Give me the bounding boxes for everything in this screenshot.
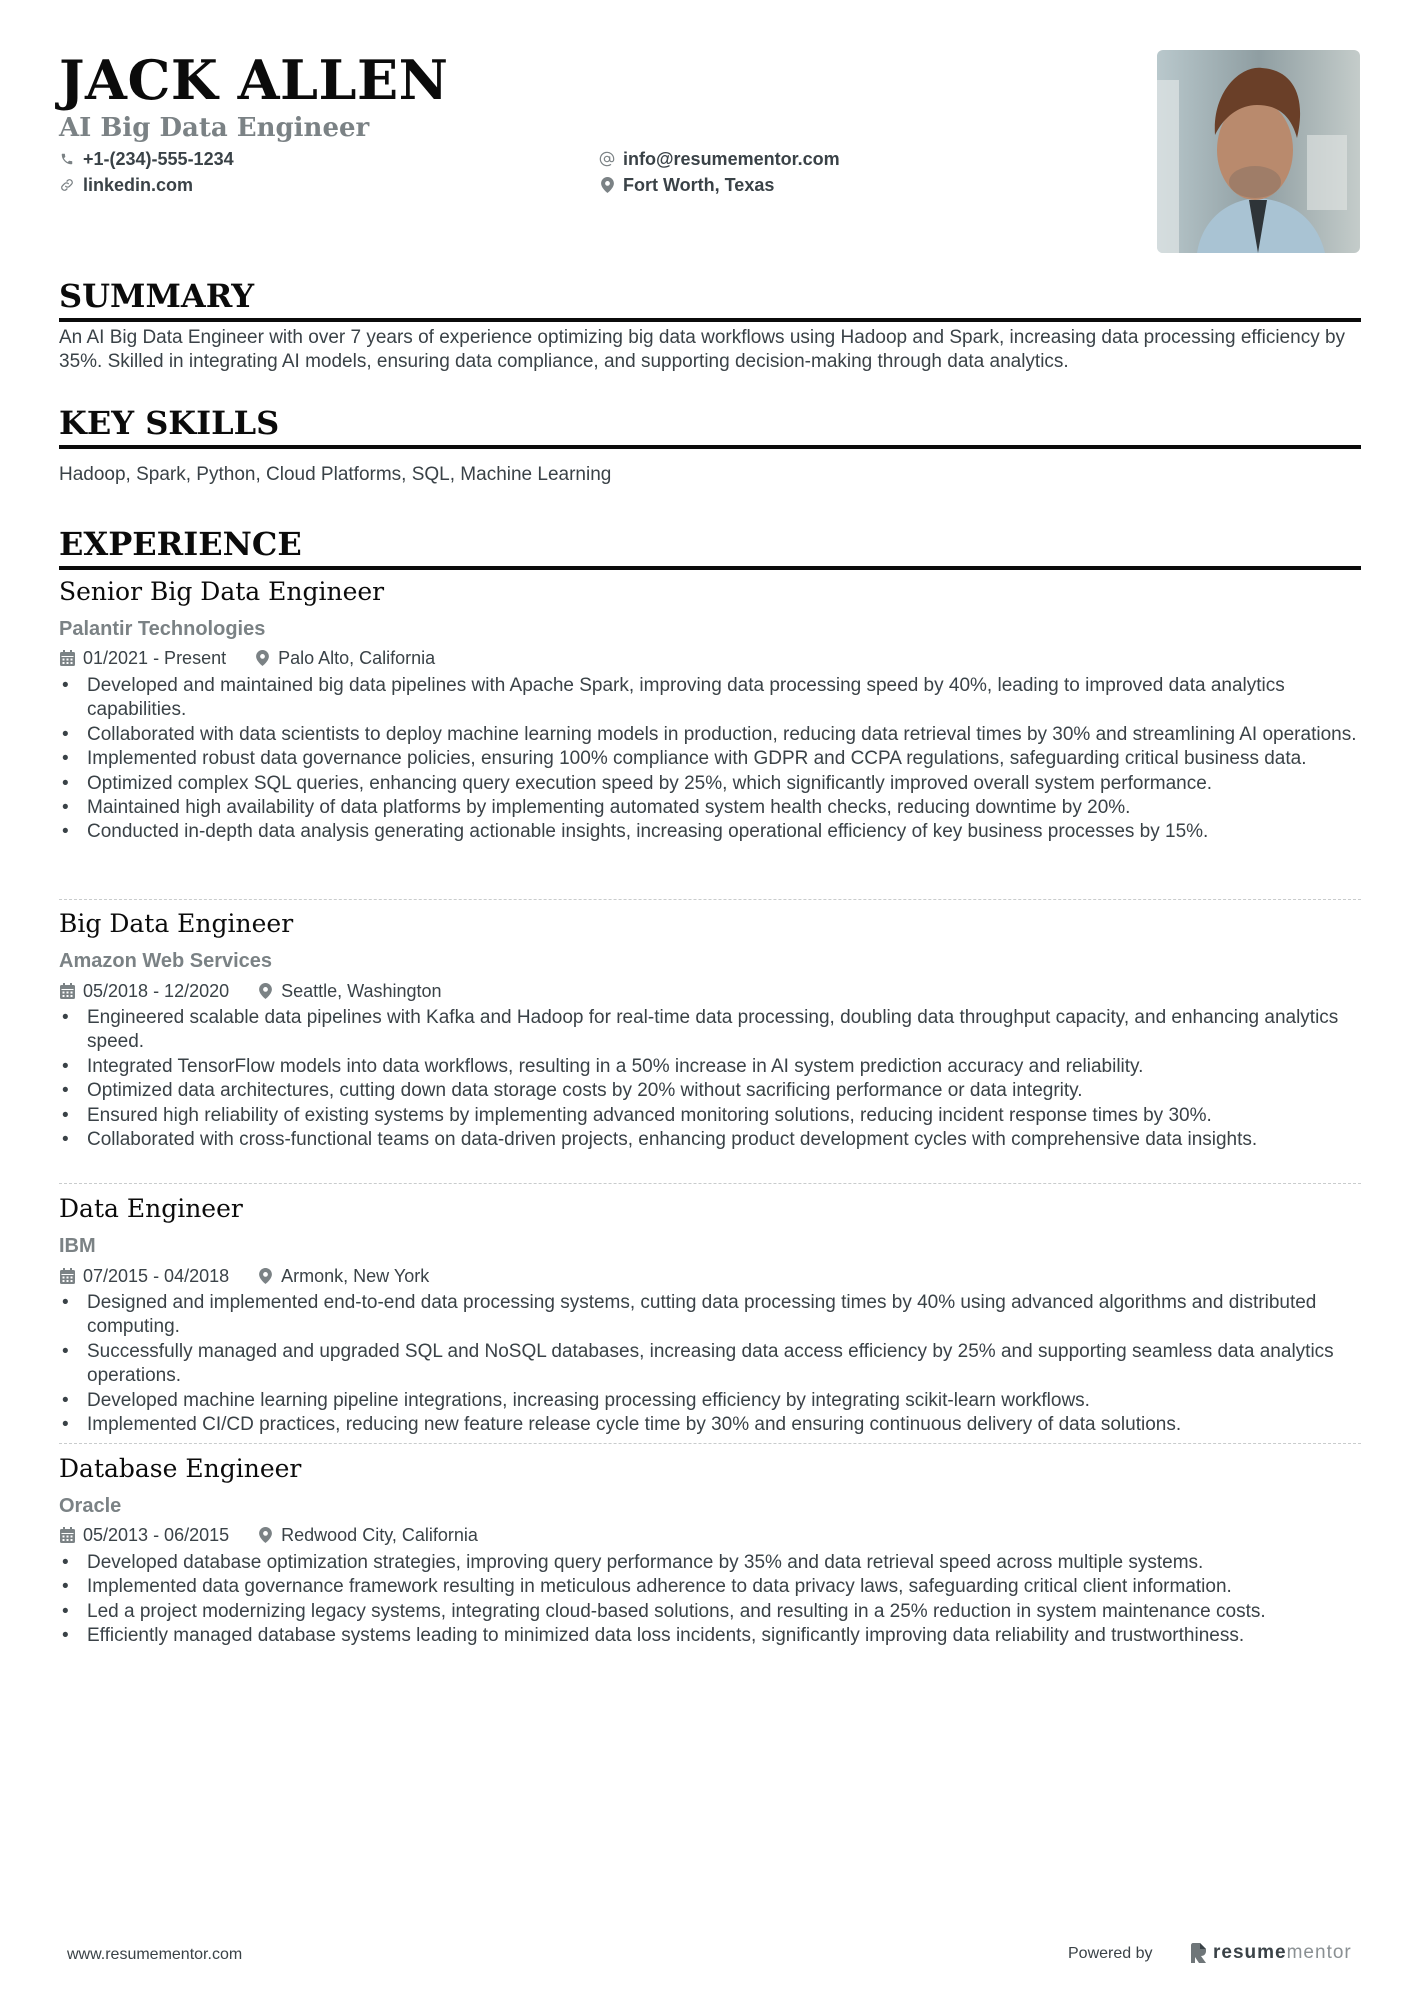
job-location	[257, 1523, 478, 1547]
calendar-icon	[59, 1268, 75, 1284]
map-pin-icon	[254, 650, 270, 666]
bullet-item: • Designed and implemented end-to-end data processing systems, cutting data processing times by 40% using advanced algorithms and distributed computing.	[59, 1291, 1361, 1340]
job-location-text: Armonk, New York	[281, 1266, 430, 1286]
logo-wordmark	[1213, 1942, 1352, 1964]
bullet-item: • Successfully managed and upgraded SQL and NoSQL databases, increasing data access efficiency by 25% and supporting seamless data analytics operations.	[59, 1340, 1361, 1389]
job-dates: 07/2015 - 04/2018	[83, 1266, 230, 1286]
logo-word-mentor: mentor	[1286, 1942, 1352, 1963]
location-text: Fort Worth, Texas	[623, 175, 775, 195]
job-location-text: Redwood City, California	[281, 1525, 478, 1545]
job-meta	[59, 979, 442, 1003]
phone-icon	[59, 151, 75, 167]
bullet-item: • Integrated TensorFlow models into data workflows, resulting in a 50% increase in AI system prediction accuracy and reliability.	[59, 1055, 1361, 1079]
job-title: Big Data Engineer	[59, 909, 294, 938]
phone-text[interactable]: +1-(234)-555-1234	[83, 149, 234, 169]
email-link[interactable]: info@resumementor.com	[623, 149, 840, 169]
bullet-item: • Developed database optimization strategies, improving query performance by 35% and data retrieval speed across multiple systems.	[59, 1551, 1361, 1575]
contact-linkedin	[59, 173, 193, 197]
job-divider	[59, 1443, 1361, 1444]
job-bullets	[59, 1291, 1361, 1437]
candidate-title: AI Big Data Engineer	[59, 113, 370, 143]
company-name: Amazon Web Services	[59, 950, 273, 972]
job-location-text: Seattle, Washington	[281, 981, 442, 1001]
job-location	[254, 646, 435, 670]
bullet-item: • Conducted in-depth data analysis generating actionable insights, increasing operational efficiency of key business processes by 15%.	[59, 820, 1361, 844]
company-name: Palantir Technologies	[59, 618, 266, 640]
company-name: IBM	[59, 1235, 96, 1257]
resumementor-logo[interactable]	[1191, 1938, 1352, 1968]
calendar-icon	[59, 983, 75, 999]
job-bullets	[59, 1006, 1361, 1152]
map-pin-icon	[257, 983, 273, 999]
calendar-icon	[59, 1527, 75, 1543]
job-meta	[59, 1264, 429, 1288]
bullet-item: • Collaborated with data scientists to deploy machine learning models in production, reducing data retrieval times by 30% and streamlining AI operations.	[59, 723, 1361, 747]
at-icon	[599, 151, 615, 167]
job-title: Database Engineer	[59, 1454, 302, 1483]
key-skills-text: Hadoop, Spark, Python, Cloud Platforms, SQL, Machine Learning	[59, 464, 612, 485]
bullet-item: • Developed and maintained big data pipelines with Apache Spark, improving data processing speed by 40%, leading to improved data analytics capabilities.	[59, 674, 1361, 723]
bullet-item: • Implemented robust data governance policies, ensuring 100% compliance with GDPR and CCPA regulations, safeguarding critical business data.	[59, 747, 1361, 771]
job-bullets	[59, 1551, 1361, 1649]
bullet-item: • Collaborated with cross-functional teams on data-driven projects, enhancing product development cycles with comprehensive data insights.	[59, 1128, 1361, 1152]
summary-heading: SUMMARY	[59, 276, 1361, 322]
candidate-name: JACK ALLEN	[59, 48, 449, 112]
job-divider	[59, 899, 1361, 900]
footer-url[interactable]: www.resumementor.com	[67, 1946, 243, 1963]
company-name: Oracle	[59, 1495, 122, 1517]
job-meta	[59, 1523, 478, 1547]
job-dates: 05/2018 - 12/2020	[83, 981, 230, 1001]
job-dates: 05/2013 - 06/2015	[83, 1525, 230, 1545]
bullet-item: • Efficiently managed database systems leading to minimized data loss incidents, significantly improving data reliability and trustworthiness.	[59, 1624, 1361, 1648]
bullet-item: • Optimized complex SQL queries, enhancing query execution speed by 25%, which significantly improved overall system performance.	[59, 772, 1361, 796]
job-dates: 01/2021 - Present	[83, 648, 227, 668]
linkedin-link[interactable]: linkedin.com	[83, 175, 194, 195]
job-bullets	[59, 674, 1361, 845]
bullet-item: • Engineered scalable data pipelines with Kafka and Hadoop for real-time data processing, doubling data throughput capacity, and enhancing analytics speed.	[59, 1006, 1361, 1055]
key-skills-heading: KEY SKILLS	[59, 403, 1361, 449]
resume-page	[59, 0, 1361, 1995]
bullet-item: • Implemented CI/CD practices, reducing new feature release cycle time by 30% and ensuring continuous delivery of data solutions.	[59, 1413, 1361, 1437]
job-title: Senior Big Data Engineer	[59, 577, 385, 606]
map-pin-icon	[257, 1268, 273, 1284]
calendar-icon	[59, 650, 75, 666]
job-divider	[59, 1183, 1361, 1184]
job-meta	[59, 646, 435, 670]
job-location	[257, 979, 441, 1003]
contact-phone	[59, 147, 234, 171]
bullet-item: • Developed machine learning pipeline integrations, increasing processing efficiency by integrating scikit-learn workflows.	[59, 1389, 1361, 1413]
contact-location	[599, 173, 774, 197]
map-pin-icon	[257, 1527, 273, 1543]
bullet-item: • Ensured high reliability of existing systems by implementing advanced monitoring solutions, reducing incident response times by 30%.	[59, 1104, 1361, 1128]
profile-photo	[1157, 50, 1360, 253]
bullet-item: • Maintained high availability of data platforms by implementing automated system health checks, reducing downtime by 20%.	[59, 796, 1361, 820]
experience-heading: EXPERIENCE	[59, 524, 1361, 570]
bullet-item: • Implemented data governance framework resulting in meticulous adherence to data privacy laws, safeguarding critical client information.	[59, 1575, 1361, 1599]
job-location	[257, 1264, 429, 1288]
logo-mark-icon	[1191, 1943, 1207, 1963]
map-pin-icon	[599, 177, 615, 193]
contact-email	[599, 147, 840, 171]
logo-word-resume: resume	[1213, 1942, 1287, 1963]
bullet-item: • Led a project modernizing legacy systems, integrating cloud-based solutions, and resulting in a 25% reduction in system maintenance costs.	[59, 1600, 1361, 1624]
job-location-text: Palo Alto, California	[278, 648, 436, 668]
bullet-item: • Optimized data architectures, cutting down data storage costs by 20% without sacrificing performance or data integrity.	[59, 1079, 1361, 1103]
powered-by-label: Powered by	[1068, 1945, 1153, 1962]
link-icon	[59, 177, 75, 193]
summary-text: An AI Big Data Engineer with over 7 years of experience optimizing big data workflows using Hadoop and Spark, increasing data processing efficiency by 35%. Skilled in integrating AI models, ensuring data compliance, and supporting decision-making through data analytics.	[59, 327, 1346, 373]
job-title: Data Engineer	[59, 1194, 243, 1223]
